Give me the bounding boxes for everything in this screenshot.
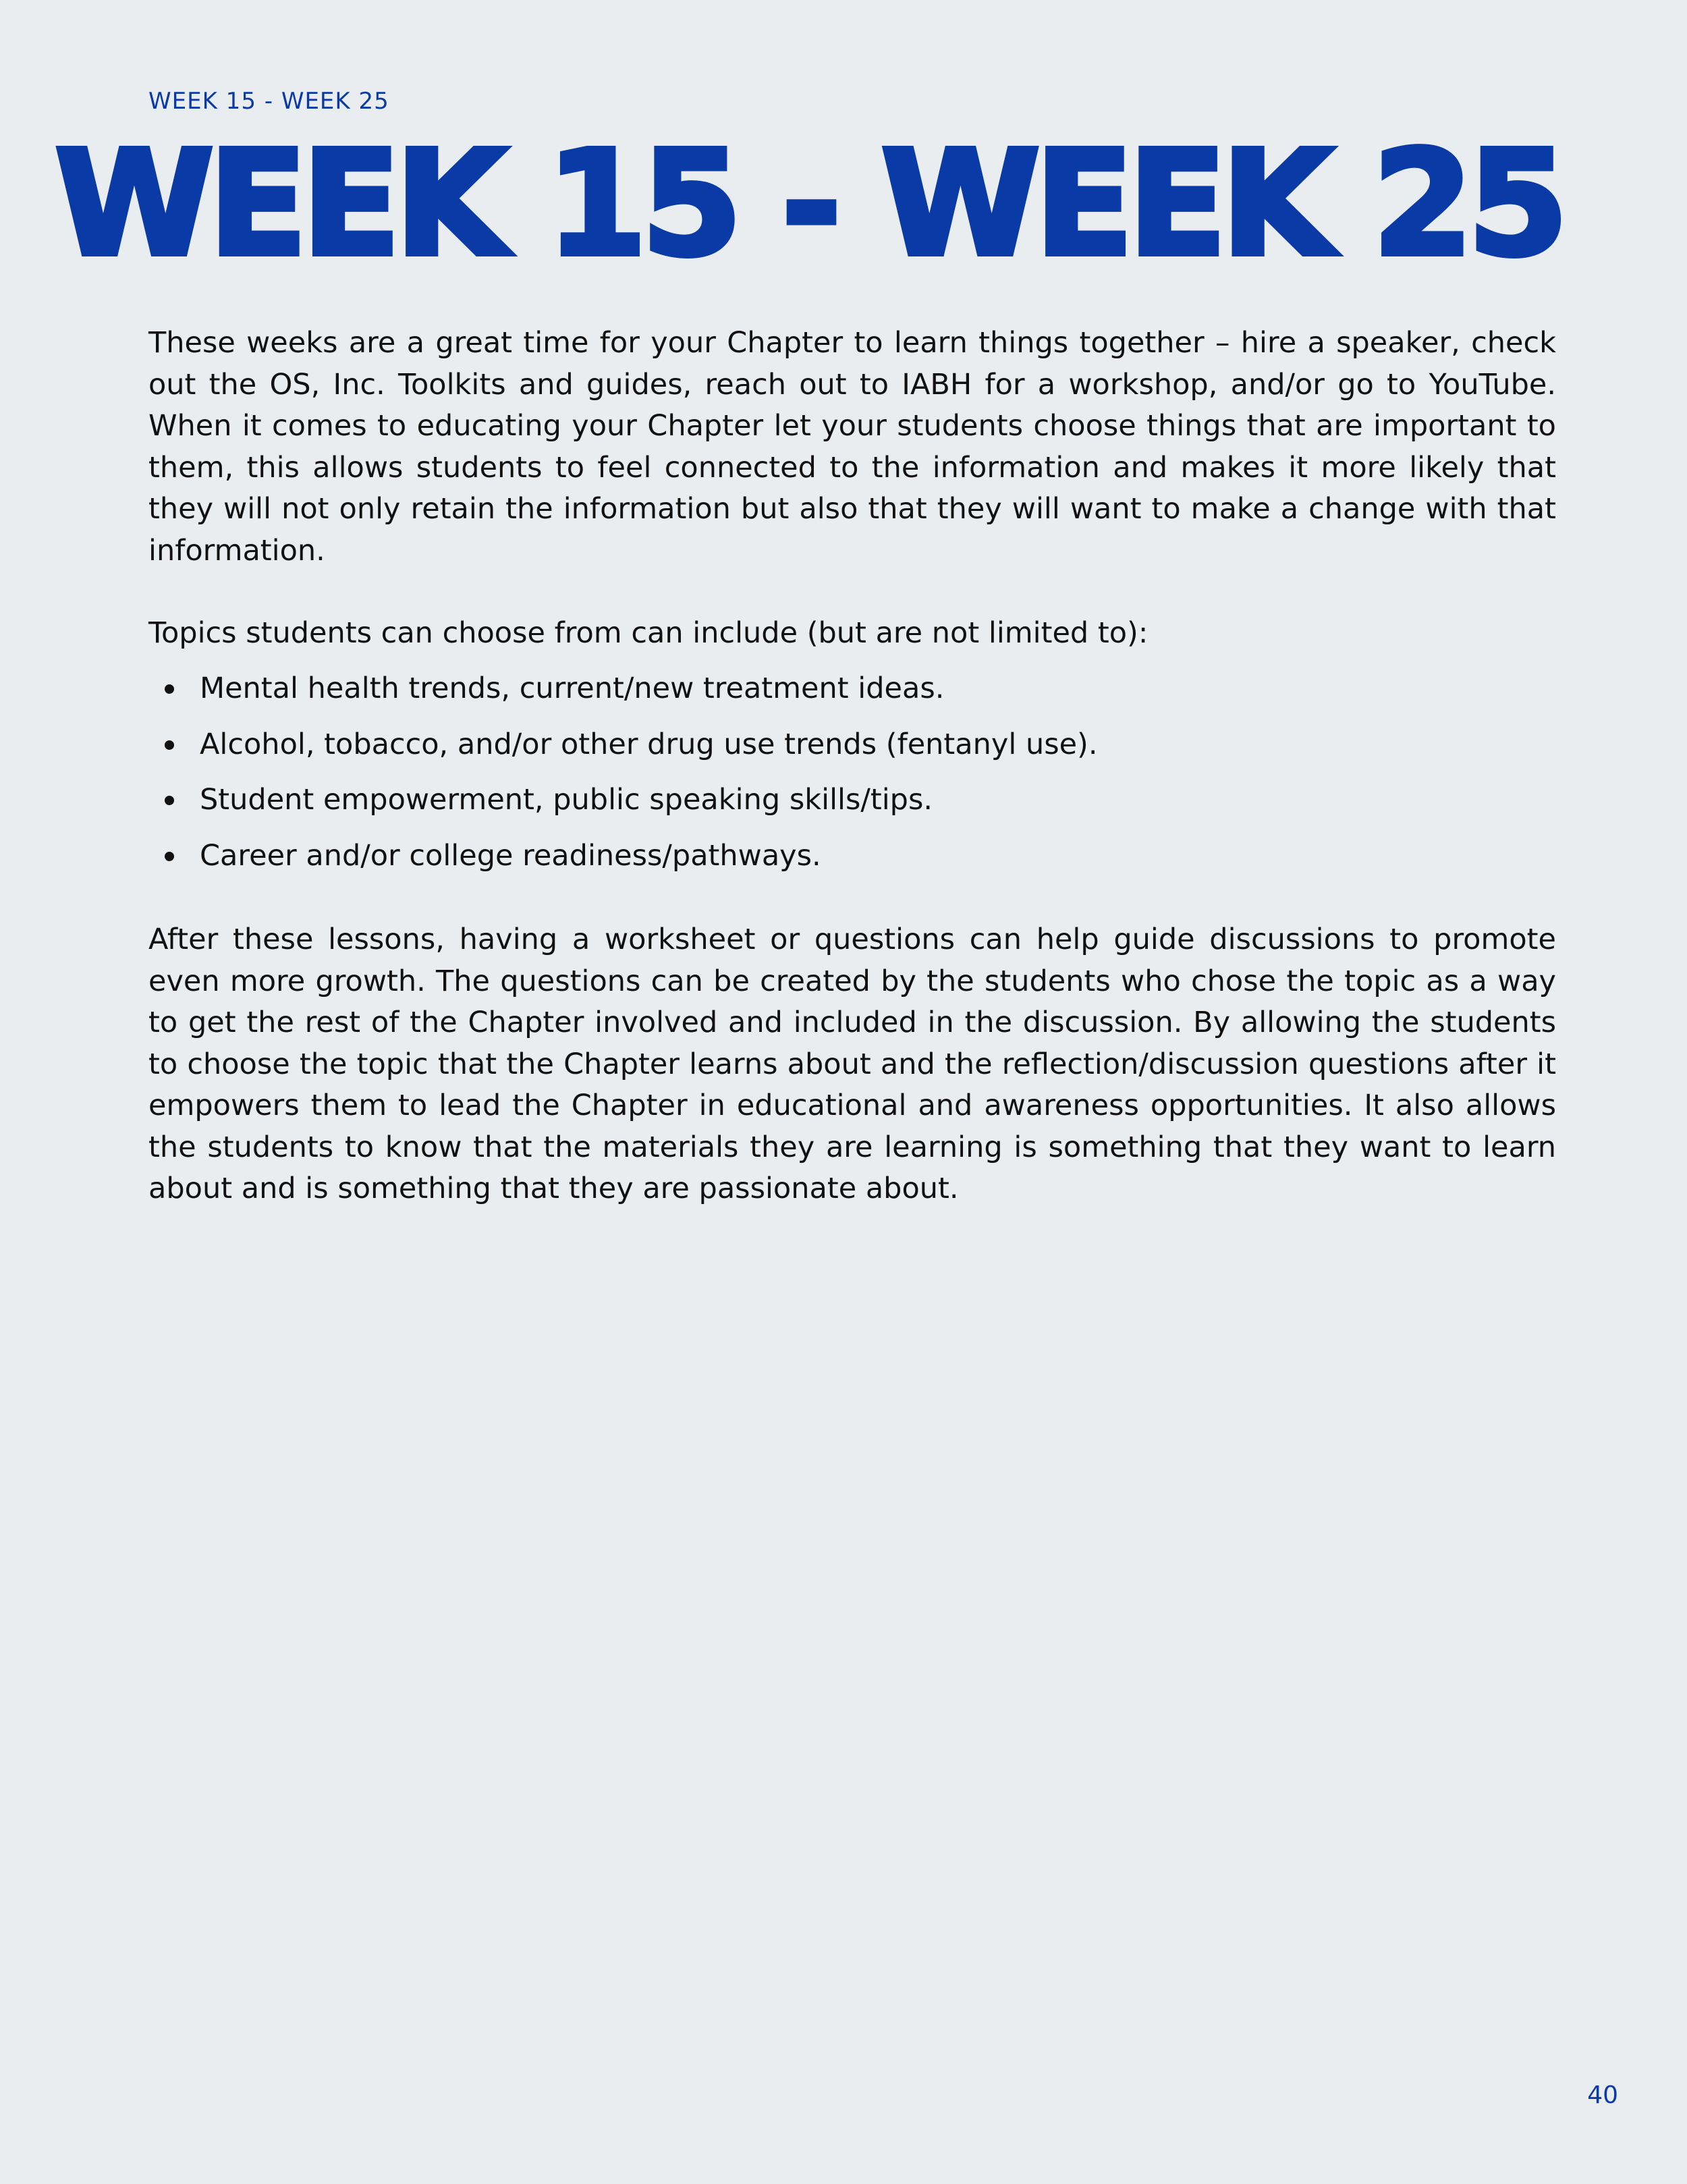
after-lessons-paragraph: After these lessons, having a worksheet or questions can help guide discussions to promote even more growth. The questions can be created by the students who chose the topic as a way to get the rest of the Chapter involved and included in the discussion. By allowing the students to choose the topic that the Chapter learns about and the reflection/discussion questions after it empowers them to lead the Chapter in educational and awareness opportunities. It also allows the students to know that the materials they are learning is something that they want to learn about and is something that they are passionate about.	[148, 923, 1556, 1205]
running-header: WEEK 15 - WEEK 25	[148, 88, 389, 115]
list-item-text: Student empowerment, public speaking skills/tips.	[200, 783, 933, 817]
topics-lead-paragraph: Topics students can choose from can include (but are not limited to):	[148, 616, 1149, 650]
bullet-icon	[165, 852, 174, 861]
page-title: WEEK 15 - WEEK 25	[55, 120, 1563, 288]
list-item	[148, 668, 1556, 710]
topics-list	[148, 668, 1556, 891]
bullet-icon	[165, 796, 174, 805]
list-item-text: Career and/or college readiness/pathways.	[200, 838, 821, 873]
bullet-icon	[165, 740, 174, 750]
page-number: 40	[1587, 2081, 1618, 2109]
list-item	[148, 836, 1556, 877]
list-item	[148, 780, 1556, 821]
list-item-text: Mental health trends, current/new treatment ideas.	[200, 672, 945, 705]
intro-paragraph: These weeks are a great time for your Chapter to learn things together – hire a speaker, check out the OS, Inc. Toolkits and guides, reach out to IABH for a workshop, and/or go to YouTube. When it comes to educating your Chapter let your students choose things that are important to them, this allows students to feel connected to the information and makes it more likely that they will not only retain the information but also that they will want to make a change with that information.	[148, 326, 1556, 568]
list-item-text: Alcohol, tobacco, and/or other drug use trends (fentanyl use).	[200, 727, 1098, 761]
list-item	[148, 724, 1556, 766]
bullet-icon	[165, 684, 174, 694]
